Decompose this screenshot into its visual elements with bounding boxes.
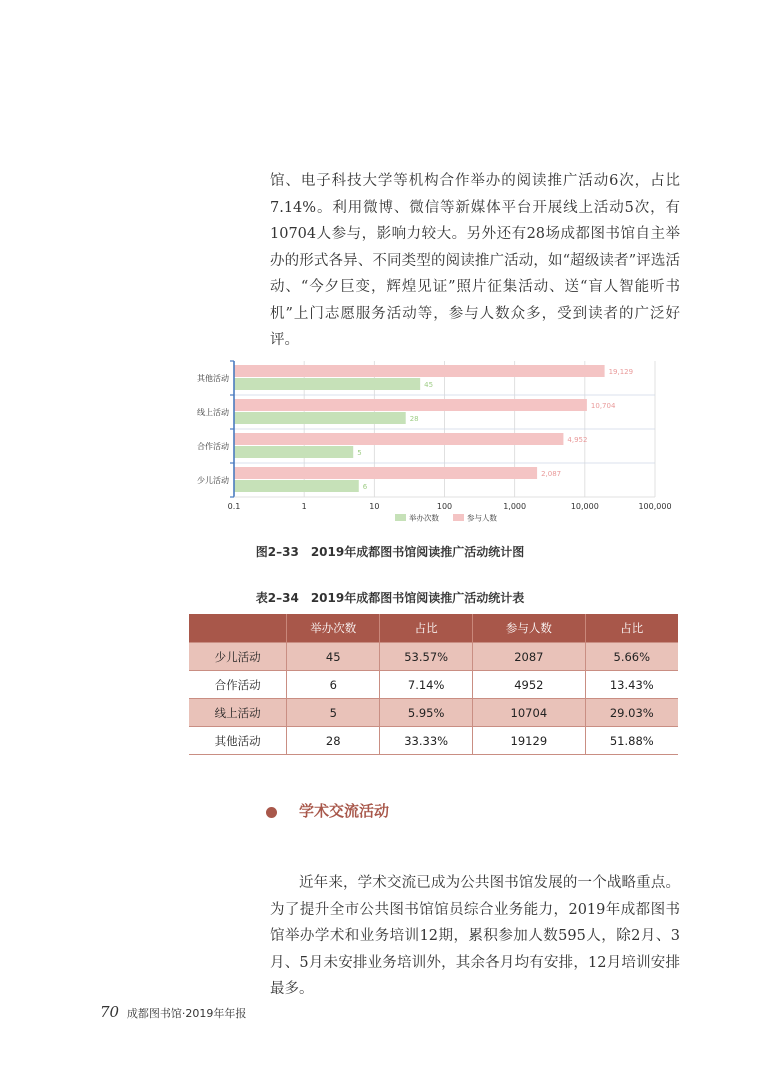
category-label: 其他活动 [197,374,229,383]
table-cell: 33.33% [380,727,473,755]
table-row [189,671,678,699]
bar-participants [234,467,537,479]
table-cell: 51.88% [585,727,678,755]
x-tick-label: 1 [301,502,307,511]
table-header-cell: 占比 [380,614,473,643]
table-caption: 表2–34 2019年成都图书馆阅读推广活动统计表 [255,591,525,605]
table-header-cell [189,614,287,643]
table-cell: 其他活动 [189,727,287,755]
data-label: 10,704 [590,402,616,410]
table-cell: 28 [287,727,380,755]
table-cell: 10704 [473,699,585,727]
bullet-dot-icon [266,807,277,818]
bar-participants [234,433,563,445]
bar-participants [234,399,587,411]
data-label: 6 [362,483,368,491]
x-tick-label: 100,000 [638,502,672,511]
x-tick-label: 10 [369,502,380,511]
data-label: 45 [424,381,434,389]
page-number: 70 [100,1003,120,1021]
table-cell: 5.66% [585,643,678,671]
table-cell: 13.43% [585,671,678,699]
legend-label: 举办次数 [409,513,439,523]
table-cell: 7.14% [380,671,473,699]
bar-events [234,378,420,390]
bar-participants [234,365,605,377]
data-label: 5 [357,449,362,457]
table-cell: 2087 [473,643,585,671]
data-label: 2,087 [541,470,562,478]
body-paragraph-top: 馆、电子科技大学等机构合作举办的阅读推广活动6次，占比7.14%。利用微博、微信等新媒体平台开展线上活动5次，有10704人参与，影响力较大。另外还有28场成都图书馆自主举办的形式各异、不同类型的阅读推广活动，如“超级读者”评选活动、“今夕巨变，辉煌见证”照片征集活动、送“盲人智能听书机”上门志愿服务活动等，参与人数众多，受到读者的广泛好评。 [270,173,680,348]
table-header-cell: 占比 [585,614,678,643]
body-paragraph-bottom: 近年来，学术交流已成为公共图书馆发展的一个战略重点。为了提升全市公共图书馆馆员综合业务能力，2019年成都图书馆举办学术和业务培训12期，累积参加人数595人，除2月、3月、5月未安排业务培训外，其余各月均有安排，12月培训安排最多。 [270,875,680,997]
category-label: 合作活动 [197,442,229,451]
table-cell: 6 [287,671,380,699]
legend-swatch [453,514,464,521]
x-tick-label: 10,000 [570,502,599,511]
legend-swatch [395,514,406,521]
table-cell: 5.95% [380,699,473,727]
table-cell: 29.03% [585,699,678,727]
table-header-cell: 举办次数 [287,614,380,643]
data-label: 19,129 [608,368,634,376]
table-cell: 53.57% [380,643,473,671]
table-row [189,643,678,671]
table-cell: 线上活动 [189,699,287,727]
x-tick-label: 0.1 [227,502,241,511]
table-row [189,727,678,755]
table-cell: 合作活动 [189,671,287,699]
figure-caption: 图2–33 2019年成都图书馆阅读推广活动统计图 [255,545,525,559]
activity-table [189,614,678,755]
table-cell: 45 [287,643,380,671]
category-label: 少儿活动 [197,476,229,485]
table-cell: 少儿活动 [189,643,287,671]
activity-chart [190,355,680,530]
activity-chart-svg [190,355,680,530]
page-footer [100,1003,246,1021]
legend-label: 参与人数 [467,513,497,523]
data-label: 4,952 [567,436,588,444]
table-cell: 4952 [473,671,585,699]
bar-events [234,446,353,458]
category-label: 线上活动 [197,408,229,417]
section-title: 学术交流活动 [299,802,390,820]
table-header-cell: 参与人数 [473,614,585,643]
table-row [189,699,678,727]
bar-events [234,480,359,492]
table-header-row [189,614,678,643]
table-cell: 5 [287,699,380,727]
x-tick-label: 100 [436,502,453,511]
x-tick-label: 1,000 [503,502,527,511]
bar-events [234,412,406,424]
data-label: 28 [409,415,419,423]
footer-title: 成都图书馆·2019年年报 [126,1007,247,1020]
table-cell: 19129 [473,727,585,755]
